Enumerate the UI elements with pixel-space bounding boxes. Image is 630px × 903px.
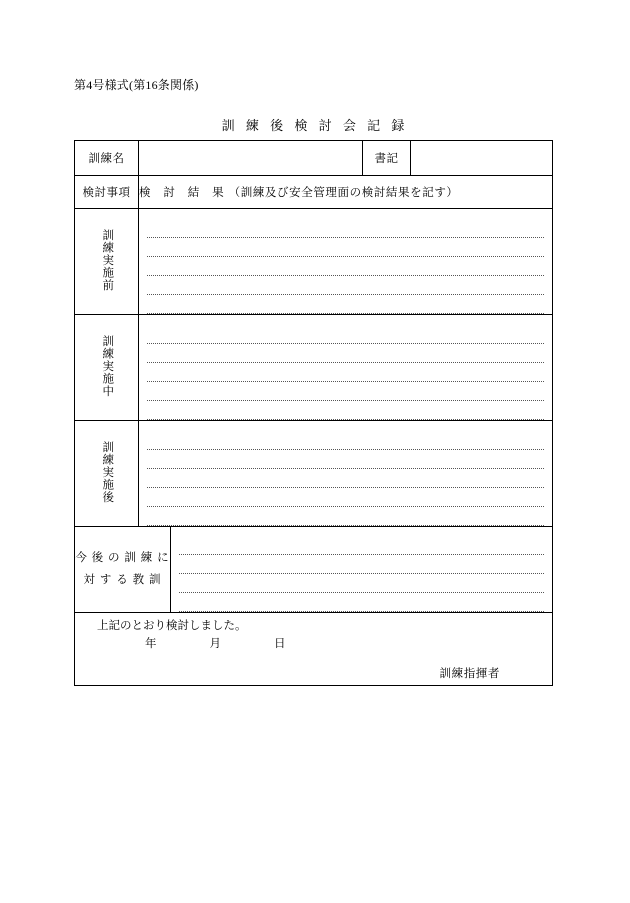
lesson-label-line2: 対 す る 教 訓 [83,573,162,586]
record-table [74,140,553,686]
lesson-label-line1: 今 後 の 訓 練 に [75,551,170,564]
dotted-line [179,555,544,574]
dotted-line [147,469,544,488]
section-input-before[interactable] [139,209,553,315]
footer-date-line[interactable]: 年 月 日 [145,638,296,650]
form-number: 第4号様式(第16条関係) [74,78,199,92]
clerk-label: 書記 [363,141,411,176]
dotted-line [147,507,544,526]
table-row-section-before [75,209,553,315]
dotted-line [147,431,544,450]
table-row-section-during [75,315,553,421]
dotted-line [147,238,544,257]
section-input-during[interactable] [139,315,553,421]
review-result-header [139,176,553,209]
lesson-label [75,527,171,613]
dotted-line [147,401,544,420]
review-result-label: 検 討 結 果 [139,187,229,199]
section-label-before: 訓練実施前 [75,209,139,315]
dotted-line [147,363,544,382]
dotted-line [179,536,544,555]
table-row-header [75,141,553,176]
review-item-label: 検討事項 [75,176,139,209]
dotted-line [147,276,544,295]
clerk-input[interactable] [411,141,553,176]
table-row-review-header [75,176,553,209]
dotted-line [147,325,544,344]
table-row-lessons [75,527,553,613]
drill-name-input[interactable] [139,141,363,176]
footer-signature-label: 訓練指揮者 [439,668,500,680]
dotted-line [147,257,544,276]
section-label-during: 訓練実施中 [75,315,139,421]
table-row-footer [75,613,553,686]
drill-name-label: 訓練名 [75,141,139,176]
dotted-line [147,344,544,363]
dotted-line [179,593,544,612]
dotted-line [179,574,544,593]
section-input-after[interactable] [139,421,553,527]
dotted-line [147,219,544,238]
dotted-line [147,295,544,314]
dotted-line [147,488,544,507]
table-row-section-after [75,421,553,527]
review-result-note: （訓練及び安全管理面の検討結果を記す） [228,187,459,199]
section-label-after: 訓練実施後 [75,421,139,527]
footer-block [75,613,553,686]
page-title: 訓 練 後 検 討 会 記 録 [221,118,409,133]
footer-statement: 上記のとおり検討しました。 [97,620,247,632]
dotted-line [147,450,544,469]
dotted-line [147,382,544,401]
lesson-input[interactable] [171,527,553,613]
